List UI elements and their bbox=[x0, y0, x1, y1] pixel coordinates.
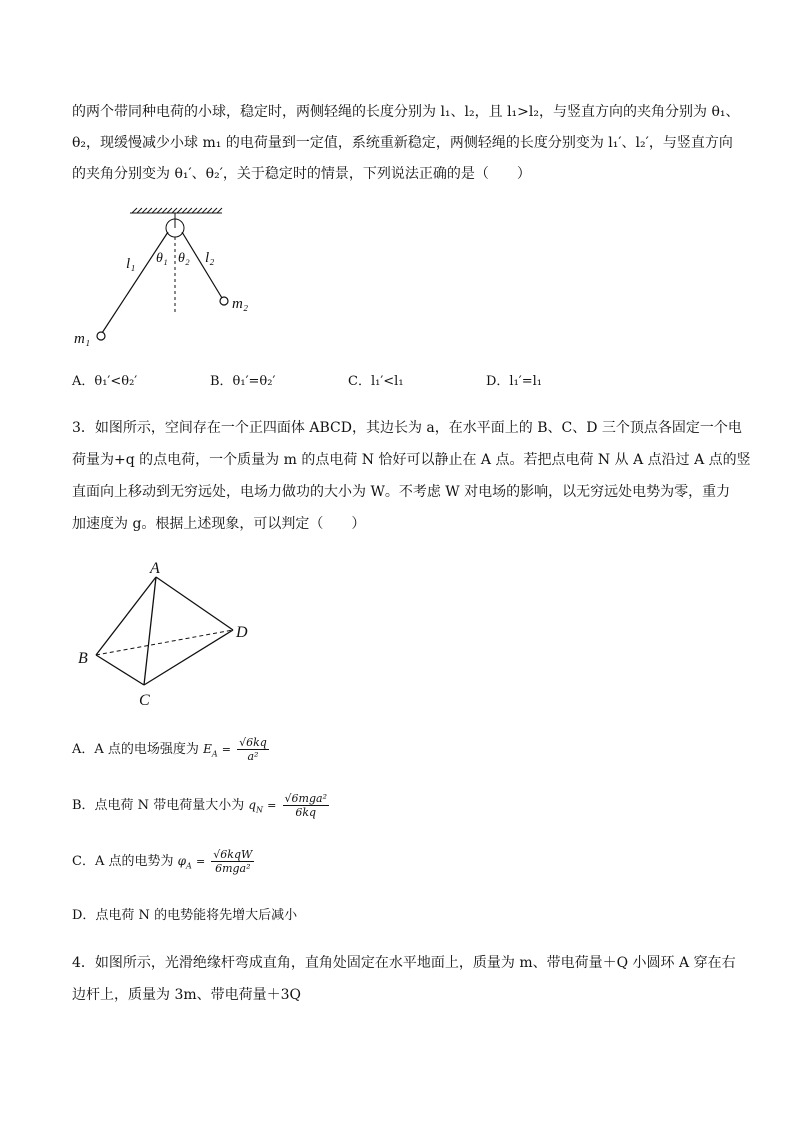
q3-option-b bbox=[72, 792, 329, 820]
q3-option-c-fraction bbox=[211, 848, 254, 875]
q3-option-c-text: C．A 点的电势为 bbox=[72, 854, 174, 869]
q3-option-c-lhs: φ bbox=[177, 854, 187, 868]
q2-option-b: B．θ₁′=θ₂′ bbox=[210, 374, 276, 389]
vertex-d-label: D bbox=[236, 624, 248, 641]
q2-option-c: C．l₁′<l₁ bbox=[348, 374, 404, 389]
q4-text-line-2: 边杆上，质量为 3m、带电荷量＋3Q bbox=[72, 987, 302, 1003]
q3-option-a-eq: = bbox=[221, 743, 231, 756]
q3-text-line-3: 直面向上移动到无穷远处，电场力做功的大小为 W。不考虑 W 对电场的影响，以无穷远处电势为零，重力 bbox=[72, 484, 731, 500]
tetrahedron-figure bbox=[70, 555, 270, 715]
edge-bc bbox=[96, 655, 144, 685]
label-m1: m₁ bbox=[74, 331, 91, 347]
label-l2: l₂ bbox=[205, 250, 215, 266]
ball-m2 bbox=[220, 297, 228, 305]
vertex-c-label: C bbox=[139, 692, 150, 709]
vertex-a-label: A bbox=[150, 560, 160, 577]
q4-text-line-1: 4．如图所示，光滑绝缘杆弯成直角，直角处固定在水平地面上，质量为 m、带电荷量＋Q 小圆环 A 穿在右 bbox=[72, 955, 736, 971]
vertex-b-label: B bbox=[78, 650, 88, 667]
label-m2: m₂ bbox=[232, 296, 249, 312]
q2-option-a: A．θ₁′<θ₂′ bbox=[72, 374, 138, 389]
q3-option-c-numerator: √6kqW bbox=[213, 848, 253, 861]
q3-option-b-lhs: q bbox=[248, 798, 257, 812]
q2-text-line-1: 的两个带同种电荷的小球，稳定时，两侧轻绳的长度分别为 l₁、l₂，且 l₁>l₂，与竖直方向的夹角分别为 θ₁、 bbox=[72, 104, 740, 120]
ceiling-hatch bbox=[130, 208, 222, 213]
label-l1: l₁ bbox=[126, 256, 136, 272]
ball-m1 bbox=[97, 332, 105, 340]
q3-text-line-1: 3．如图所示，空间存在一个正四面体 ABCD，其边长为 a，在水平面上的 B、C、D 三个顶点各固定一个电 bbox=[72, 420, 742, 436]
q3-option-a-lhs: E bbox=[203, 742, 212, 756]
q3-text-line-4: 加速度为 g。根据上述现象，可以判定（ ） bbox=[72, 516, 366, 532]
q3-option-a-fraction bbox=[237, 736, 269, 763]
pulley bbox=[166, 213, 184, 237]
q3-option-c-eq: = bbox=[195, 855, 206, 868]
q3-option-c-denominator: 6mga² bbox=[215, 862, 251, 875]
q2-option-d: D．l₁′=l₁ bbox=[486, 374, 543, 389]
q3-option-a-numerator: √6kq bbox=[239, 736, 267, 749]
q3-option-b-text: B．点电荷 N 带电荷量大小为 bbox=[72, 798, 245, 813]
q3-option-d: D．点电荷 N 的电势能将先增大后减小 bbox=[72, 908, 298, 923]
q3-option-c-sub: A bbox=[186, 861, 192, 871]
q2-text-line-3: 的夹角分别变为 θ₁′、θ₂′，关于稳定时的情景，下列说法正确的是（ ） bbox=[72, 166, 531, 182]
q3-option-a-sub: A bbox=[211, 749, 218, 759]
q3-option-a-text: A．A 点的电场强度为 bbox=[72, 742, 199, 757]
q3-option-a-denominator: a² bbox=[247, 750, 259, 763]
edge-ad bbox=[156, 577, 233, 630]
pendulum-figure bbox=[70, 200, 270, 350]
q3-option-b-numerator: √6mga² bbox=[284, 792, 327, 805]
edge-ab bbox=[96, 577, 156, 655]
q3-option-b-sub: N bbox=[256, 805, 264, 815]
q3-option-a bbox=[72, 736, 269, 764]
q3-text-line-2: 荷量为+q 的点电荷，一个质量为 m 的点电荷 N 恰好可以静止在 A 点。若把点电荷 N 从 A 点沿过 A 点的竖 bbox=[72, 452, 751, 468]
q3-option-b-fraction bbox=[283, 792, 329, 819]
label-theta2: θ₂ bbox=[178, 251, 190, 266]
edge-ac bbox=[144, 577, 156, 685]
label-theta1: θ₁ bbox=[156, 251, 168, 266]
string-l1 bbox=[102, 232, 168, 333]
q2-text-line-2: θ₂，现缓慢减少小球 m₁ 的电荷量到一定值，系统重新稳定，两侧轻绳的长度分别变为 l₁′、l₂′，与竖直方向 bbox=[72, 135, 733, 151]
q3-option-b-eq: = bbox=[267, 799, 277, 812]
q3-option-c bbox=[72, 848, 254, 876]
q3-option-b-denominator: 6kq bbox=[295, 806, 317, 819]
